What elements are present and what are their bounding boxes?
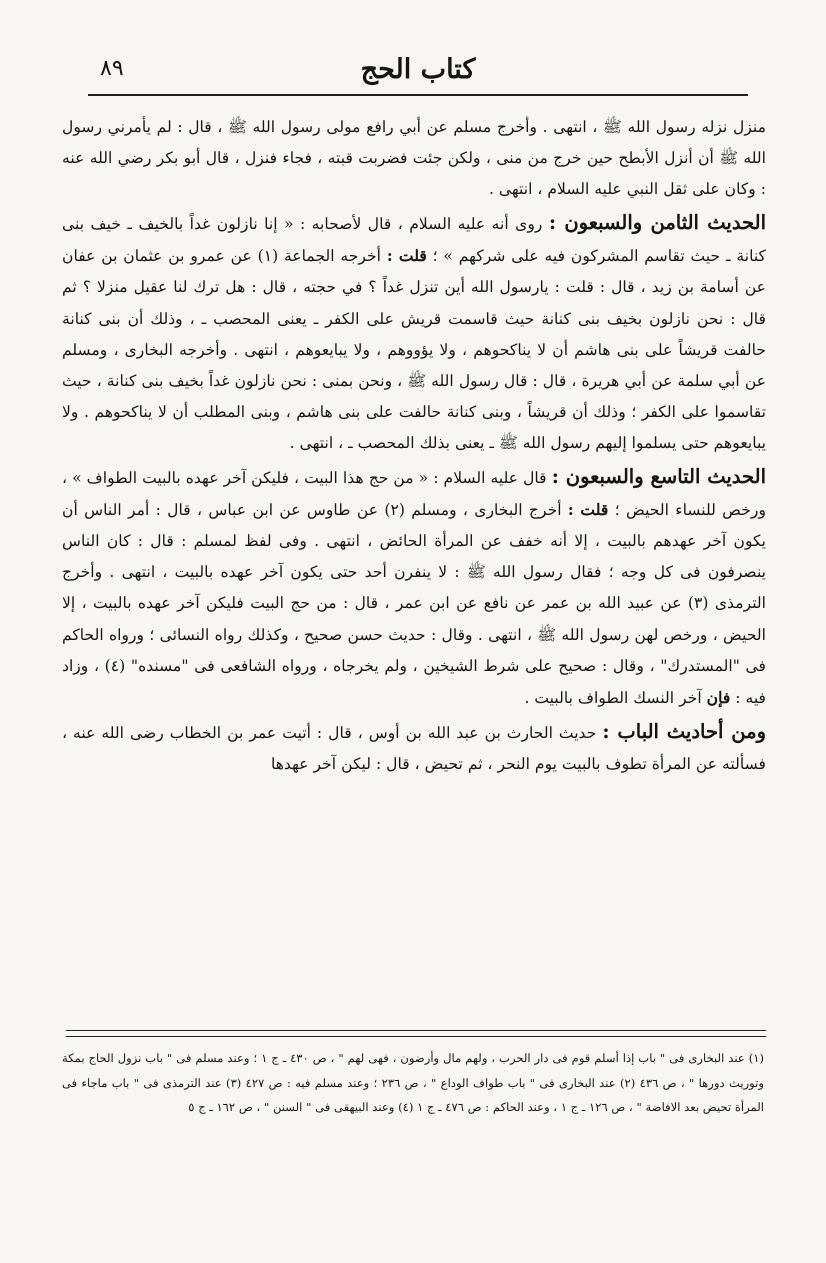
footnotes [62,1046,764,1120]
footnote-separator [66,1030,766,1037]
footnote-text: (١) عند البخارى فى " باب إذا أسلم قوم فى دار الحرب ، ولهم مال وأرضون ، فهى لهم " ، ص ٤٣٠ ـ ج ١ ؛ وعند مسلم فى " باب نزول الحاج بمكة وتوريث دورها " ، ص ٤٣٦ (٢) عند البخارى فى " باب طواف الوداع " ، ص ٢٣٦ ؛ وعند مسلم فيه : ص ٤٢٧ (٣) عند الترمذى فى " باب ماجاء فى المرأة تحيض بعد الافاضة " ، ص ١٢٦ ـ ج ١ ، وعند الحاكم : ص ٤٧٦ ـ ج ١ (٤) وعند البيهقى فى " السنن " ، ص ١٦٢ ـ ج ٥ [62,1051,764,1115]
paragraph-intro: منزل نزله رسول الله ﷺ ، انتهى . وأخرج مسلم عن أبي رافع مولى رسول الله ﷺ ، قال : لم يأمرني رسول الله ﷺ أن أنزل الأبطح حين خرج من منى ، ولكن جئت فضربت قبته ، فجاء فنزل ، قال أبو بكر رضي الله عنه : وكان على ثقل النبي عليه السلام ، انتهى . [62,118,766,199]
hadith-78-qultu: قلت : [386,246,427,266]
chapter-hadiths-heading: ومن أحاديث الباب : [602,719,766,743]
chapter-hadiths-paragraph [62,716,766,780]
hadith-79-qultu: قلت : [567,500,609,520]
main-text [62,112,766,780]
hadith-79-text: قال عليه السلام : « من حج هذا البيت ، فليكن آخر عهده بالبيت الطواف » ، ورخص للنساء الحيض ؛ [62,469,766,520]
hadith-79-heading: الحديث التاسع والسبعون : [551,465,766,489]
page-number: ٨٩ [100,56,124,81]
page-header [88,50,748,96]
hadith-79-paragraph [62,461,766,714]
hadith-79-fa-inna: فإن [706,687,731,707]
hadith-78-paragraph [62,207,766,459]
hadith-79-commentary: أخرج البخارى ، ومسلم (٢) عن طاوس عن ابن عباس ، قال : أمر الناس أن يكون آخر عهدهم بالبيت ، إلا أنه خفف عن المرأة الحائض ، انتهى . وفى لفظ لمسلم : قال : كان الناس ينصرفون فى كل وجه ؛ فقال رسول الله ﷺ : لا ينفرن أحد حتى يكون آخر عهده بالبيت ، انتهى . وأخرج الترمذى (٣) عن عبيد الله بن عمر عن نافع عن ابن عمر ، قال : من حج البيت فليكن آخر عهده بالبيت ، إلا الحيض ، ورخص لهن رسول الله ﷺ ، انتهى . وقال : حديث حسن صحيح ، وكذلك رواه النسائى ؛ ورواه الحاكم فى "المستدرك" ، وقال : صحيح على شرط الشيخين ، ولم يخرجاه ، ورواه الشافعى فى "مسنده" (٤) ، وزاد فيه : [62,501,766,707]
hadith-79-ending: آخر النسك الطواف بالبيت . [524,688,702,707]
chapter-title: كتاب الحج [360,54,476,85]
hadith-78-heading: الحديث الثامن والسبعون : [548,211,766,235]
hadith-78-commentary: أخرجه الجماعة (١) عن عمرو بن عثمان بن عفان عن أسامة بن زيد ، قال : قلت : يارسول الله أين تنزل غداً ؟ في حجته ، قال : هل ترك لنا عقيل منزلا ؟ ثم قال : نحن نازلون بخيف بنى كنانة حيث قاسمت قريش على الكفر ـ يعنى المحصب ـ ، وذلك أن بنى كنانة حالفت قريشاً على بنى هاشم أن لا يناكحوهم ، ولا يؤووهم ، ولا يبايعوهم ، انتهى . وأخرجه البخارى ، ومسلم عن أبي سلمة عن أبي هريرة ، قال : قال رسول الله ﷺ ، ونحن بمنى : نحن نازلون غداً بخيف بنى كنانة ، حيث تقاسموا على الكفر ؛ وذلك أن قريشاً ، وبنى كنانة حالفت على بنى هاشم ، وبنى المطلب أن لا يناكحوهم . ولا يبايعوهم حتى يسلموا إليهم رسول الله ﷺ ـ يعنى بذلك المحصب ـ ، انتهى . [62,247,766,452]
chapter-hadiths-text: حديث الحارث بن عبد الله بن أوس ، قال : أتيت عمر بن الخطاب رضى الله عنه ، فسألته عن المرأة تطوف بالبيت يوم النحر ، ثم تحيض ، قال : ليكن آخر عهدها [62,723,766,773]
hadith-78-text: روى أنه عليه السلام ، قال لأصحابه : « إنا نازلون غداً بالخيف ـ خيف بنى كنانة ـ حيث تقاسم المشركون فيه على شركهم » ؛ [62,215,766,266]
